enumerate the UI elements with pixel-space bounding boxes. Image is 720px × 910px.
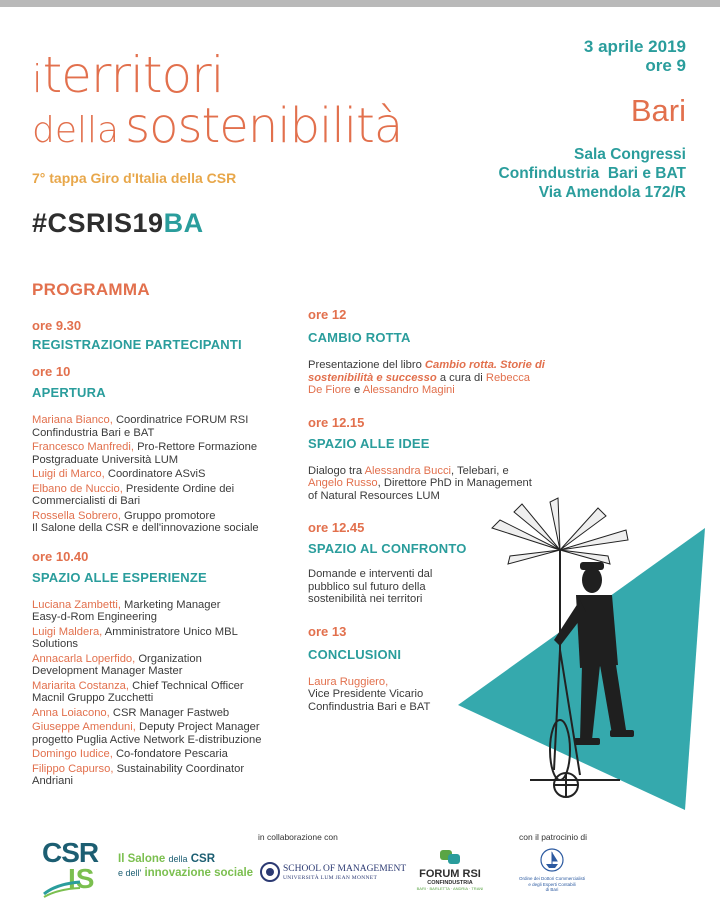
speaker-role-rest: progetto Puglia Active Network E-distribuzione: [32, 733, 262, 746]
text-segment: Dialogo tra: [308, 464, 365, 477]
time-10: ore 10: [32, 364, 71, 379]
speaker-name: Luciana Zambetti,: [32, 598, 121, 611]
text-segment: , Direttore PhD in Management: [377, 477, 532, 489]
book-title-2: sostenibilità e successo: [308, 371, 437, 384]
hashtag-suffix: BA: [163, 208, 204, 238]
csr-is-logo: [42, 837, 112, 900]
hashtag: [32, 208, 204, 239]
forum-line-3: BARI · BARLETTA · ANDRIA · TRANI: [416, 886, 484, 891]
section-apertura: APERTURA: [32, 385, 106, 400]
title-line-1: [32, 46, 402, 104]
text-segment: , Telebari, e: [451, 464, 509, 477]
speaker-role-rest: Easy-d-Rom Engineering: [32, 611, 157, 623]
text-line: sostenibilità nei territori: [308, 593, 423, 605]
school-line-2: UNIVERSITÀ LUM JEAN MONNET: [283, 875, 378, 881]
speaker-name: Elbano de Nuccio,: [32, 482, 123, 495]
salone-c: CSR: [190, 853, 215, 865]
speaker-role-rest: Development Manager Master: [32, 665, 183, 677]
forum-rsi-icon: [438, 848, 462, 866]
speaker-role: Marketing Manager: [120, 598, 221, 611]
section-esperienze: SPAZIO ALLE ESPERIENZE: [32, 569, 207, 585]
time-930: ore 9.30: [32, 318, 82, 333]
list-item: [32, 763, 302, 788]
list-item: [32, 653, 302, 678]
section-registrazione: REGISTRAZIONE PARTECIPANTI: [32, 337, 242, 352]
text-segment: of Natural Resources LUM: [308, 489, 440, 502]
speaker-name: Rossella Sobrero,: [32, 509, 121, 522]
speaker-role: Gruppo promotore: [120, 509, 216, 522]
speaker-role: Presidente Ordine dei: [122, 482, 235, 495]
forum-line-2: CONFINDUSTRIA: [427, 880, 473, 886]
event-time: ore 9: [645, 56, 686, 75]
spazio-confronto-text: [308, 568, 578, 606]
speaker-name: Rebecca: [485, 371, 531, 384]
subtitle: 7° tappa Giro d'Italia della CSR: [32, 170, 237, 186]
esperienze-speakers: [32, 599, 302, 788]
speaker-role-rest: Postgraduate Università LUM: [32, 453, 179, 466]
section-conclusioni: CONCLUSIONI: [308, 646, 402, 662]
speaker-name: Giuseppe Amenduni,: [32, 721, 136, 733]
book-title: Cambio rotta. Storie di: [424, 359, 545, 371]
speaker-name: De Fiore: [308, 384, 351, 396]
top-border: [0, 0, 720, 7]
time-12: ore 12: [308, 307, 347, 322]
conclusioni-text: [308, 676, 578, 714]
list-item: [32, 441, 302, 466]
salone-b: della: [168, 854, 188, 864]
speaker-name: Laura Ruggiero,: [308, 675, 389, 688]
ordine-ship-icon: [540, 846, 564, 874]
time-1245: ore 12.45: [308, 520, 365, 535]
speaker-role-rest: Andriani: [32, 775, 74, 787]
program-right-column: [308, 307, 578, 713]
spazio-idee-text: [308, 465, 578, 503]
salone-e: innovazione sociale: [144, 867, 254, 879]
speaker-name: Mariana Bianco,: [32, 414, 113, 426]
text-segment: a cura di: [436, 371, 486, 384]
speaker-role-rest: Il Salone della CSR e dell'innovazione sociale: [32, 522, 259, 534]
program-left-column: [32, 318, 302, 790]
program-heading: PROGRAMMA: [32, 280, 150, 299]
school-line-1: SCHOOL OF MANAGEMENT: [283, 864, 407, 874]
forum-rsi-logo-text: [408, 868, 492, 891]
time-1040: ore 10.40: [32, 548, 89, 564]
speaker-name: Angelo Russo: [308, 477, 378, 489]
time-1215: ore 12.15: [308, 414, 365, 430]
speaker-name: Mariarita Costanza,: [32, 679, 129, 692]
speaker-role: Deputy Project Manager: [135, 721, 260, 733]
list-item: [32, 414, 302, 439]
speaker-name: Alessandro Magini: [362, 384, 455, 396]
speaker-name: Luigi Maldera,: [32, 625, 103, 638]
event-venue: [386, 145, 686, 202]
speaker-name: Alessandra Bucci: [364, 464, 452, 477]
speaker-role: Pro-Rettore Formazione: [133, 441, 258, 453]
section-spazio-idee: SPAZIO ALLE IDEE: [308, 435, 430, 451]
school-logo-text: [283, 864, 406, 881]
school-seal-icon: [260, 862, 280, 882]
section-cambio-rotta: CAMBIO ROTTA: [308, 330, 411, 345]
event-city: Bari: [630, 93, 686, 128]
event-date: 3 aprile 2019: [583, 37, 686, 56]
salone-d: e dell': [118, 868, 142, 878]
speaker-name: Annacarla Loperfido,: [32, 652, 136, 665]
title-word-territori: territori: [42, 46, 224, 104]
speaker-name: Francesco Manfredi,: [32, 441, 134, 453]
hashtag-main: #CSRIS19: [32, 208, 164, 238]
speaker-name: Luigi di Marco,: [32, 468, 105, 480]
speaker-role-rest: Solutions: [32, 638, 79, 650]
collab-label: in collaborazione con: [258, 832, 338, 842]
list-item: [32, 483, 302, 508]
forum-line-1: FORUM RSI: [419, 868, 481, 880]
speaker-role-rest: Macnil Gruppo Zucchetti: [32, 692, 154, 704]
speaker-role: Sustainability Coordinator: [113, 762, 245, 775]
apertura-speakers: [32, 414, 302, 535]
ordine-line-3: di Bari: [545, 887, 559, 892]
speaker-role: Organization: [135, 652, 202, 665]
list-item: [32, 721, 302, 746]
speaker-role: Amministratore Unico MBL: [102, 625, 238, 638]
list-item: [32, 707, 302, 720]
speaker-role: Coordinatrice FORUM RSI: [112, 414, 249, 426]
page-title: [32, 46, 403, 154]
section-spazio-confronto: SPAZIO AL CONFRONTO: [308, 541, 467, 556]
speaker-role: CSR Manager Fastweb: [109, 706, 230, 719]
event-date-block: [426, 37, 686, 75]
title-word-i: i: [32, 57, 43, 101]
venue-line-3: Via Amendola 172/R: [538, 184, 686, 201]
speaker-role-rest: Commercialisti di Bari: [32, 495, 141, 507]
logo-swoosh-icon: [42, 880, 82, 898]
logo-csr-text: CSR: [42, 837, 99, 868]
speaker-role: Chief Technical Officer: [129, 679, 244, 692]
cambio-rotta-text: [308, 359, 578, 397]
speaker-name: Filippo Capurso,: [32, 762, 114, 775]
speaker-name: Anna Loiacono,: [32, 706, 110, 719]
list-item: [32, 599, 302, 624]
logo-is-text: IS: [68, 863, 95, 894]
title-word-della: della: [32, 110, 120, 151]
title-line-2: [32, 98, 403, 154]
text-line: Vice Presidente Vicario: [308, 688, 424, 700]
list-item: [32, 748, 302, 761]
speaker-name: Domingo Iudice,: [32, 748, 113, 760]
speaker-role: Coordinatore ASviS: [104, 468, 206, 480]
speaker-role-rest: Confindustria Bari e BAT: [32, 426, 155, 439]
title-word-sostenibilita: sostenibilità: [125, 98, 403, 154]
text-line: pubblico sul futuro della: [308, 580, 426, 593]
list-item: [32, 680, 302, 705]
list-item: [32, 468, 302, 481]
venue-line-1: Sala Congressi: [574, 146, 686, 163]
text-line: Confindustria Bari e BAT: [308, 700, 431, 713]
text-line: Domande e interventi dal: [308, 568, 433, 580]
salone-logo-text: [118, 852, 253, 880]
time-13: ore 13: [308, 623, 347, 639]
salone-a: Il Salone: [118, 853, 166, 865]
ordine-line-2: e degli Esperti Contabili: [528, 881, 576, 887]
list-item: [32, 510, 302, 535]
speaker-role: Co-fondatore Pescaria: [112, 748, 228, 760]
text-segment: Presentazione del libro: [308, 359, 425, 371]
patronage-label: con il patrocinio di: [519, 832, 588, 842]
ordine-line-1: Ordine dei Dottori Commercialisti: [518, 876, 586, 881]
list-item: [32, 626, 302, 651]
venue-line-2: Confindustria Bari e BAT: [498, 165, 686, 182]
text-segment: e: [350, 384, 363, 396]
ordine-logo-text: [516, 876, 588, 893]
